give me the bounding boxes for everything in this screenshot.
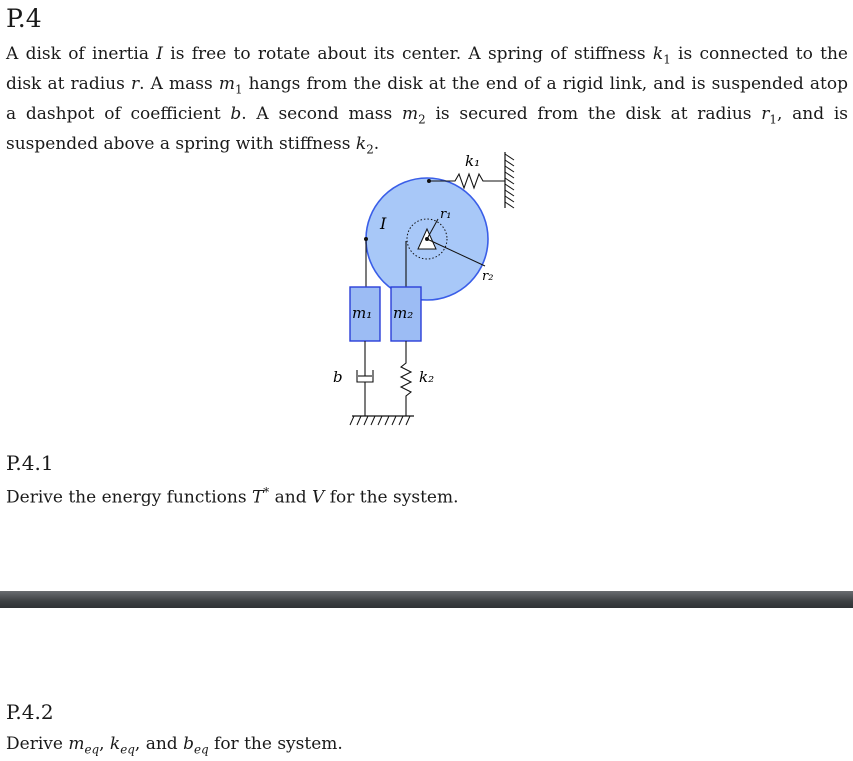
label-r1: r₁ xyxy=(440,207,452,222)
label-b: b xyxy=(333,368,343,386)
part2-question: Derive $m_{eq}$, $k_{eq}$, and $b_{eq}$ for the system. xyxy=(6,734,343,757)
problem-title: P.4 xyxy=(6,4,42,33)
label-k2: k₂ xyxy=(419,368,435,386)
mechanism-diagram xyxy=(300,138,530,438)
part2-title: P.4.2 xyxy=(6,700,54,724)
label-inertia: I xyxy=(380,214,387,233)
wall xyxy=(505,152,514,208)
label-k1: k₁ xyxy=(465,152,481,170)
part1-title: P.4.1 xyxy=(6,451,54,475)
label-m1: m₁ xyxy=(352,304,373,322)
label-m2: m₂ xyxy=(393,304,414,322)
label-r2: r₂ xyxy=(482,269,494,284)
part1-question: Derive the energy functions T* and V for the system. xyxy=(6,485,459,508)
problem-statement: A disk of inertia I is free to rotate about its center. A spring of stiffness $k_1$ is connected to the disk at radius r. A mass $m_1$ hangs from the disk at the end of a rigid link, and is suspended atop a dashpot of coefficient b. A second mass $m_2$ is secured from the disk at radius $r_1$, and is suspended above a spring with stiffness $k_2$. xyxy=(6,44,849,157)
ground xyxy=(350,416,414,425)
spring-k2 xyxy=(401,341,411,416)
dashpot-b xyxy=(357,341,373,416)
section-divider xyxy=(0,591,853,608)
